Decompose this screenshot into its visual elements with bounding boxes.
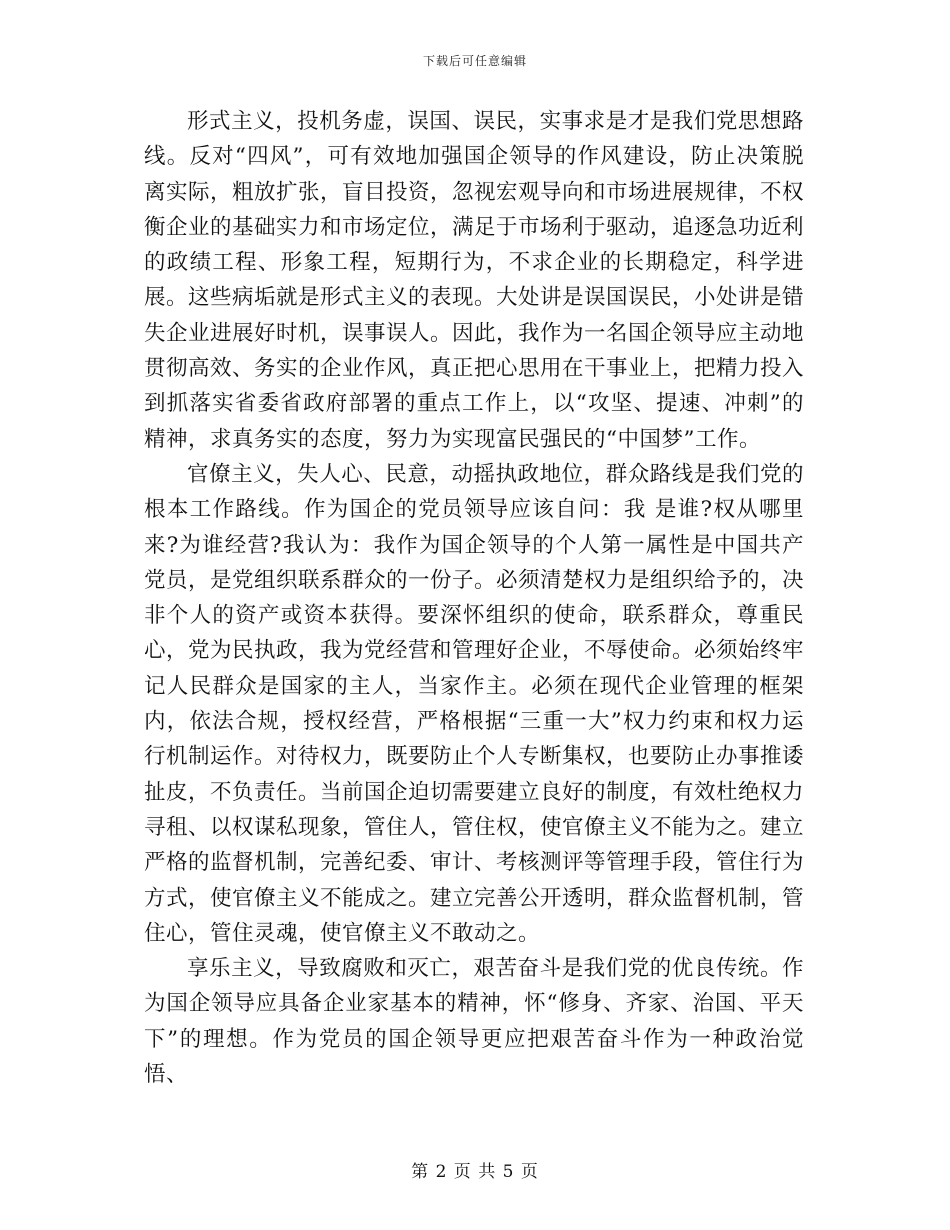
document-body (144, 104, 804, 1092)
paragraph-formalism: 形式主义，投机务虚，误国、误民，实事求是才是我们党思想路线。反对“四风”，可有效地加强国企领导的作风建设，防止决策脱离实际，粗放扩张，盲目投资，忽视宏观导向和市场进展规律，不权衡企业的基础实力和市场定位，满足于市场利于驱动，追逐急功近利的政绩工程、形象工程，短期行为，不求企业的长期稳定，科学进展。这些病垢就是形式主义的表现。大处讲是误国误民，小处讲是错失企业进展好时机，误事误人。因此，我作为一名国企领导应主动地贯彻高效、务实的企业作风，真正把心思用在干事业上，把精力投入到抓落实省委省政府部署的重点工作上，以“攻坚、提速、冲刺”的精神，求真务实的态度，努力为实现富民强民的“中国梦”工作。 (144, 109, 805, 452)
paragraph-hedonism: 享乐主义，导致腐败和灭亡，艰苦奋斗是我们党的优良传统。作为国企领导应具备企业家基本的精神，怀“修身、齐家、治国、平天下”的理想。作为党员的国企领导更应把艰苦奋斗作为一种政治觉悟、 (144, 956, 804, 1088)
page-header-note: 下载后可任意编辑 (422, 54, 527, 68)
page-number: 第 2 页 共 5 页 (411, 1162, 539, 1182)
paragraph-bureaucracy: 官僚主义，失人心、民意，动摇执政地位，群众路线是我们党的根本工作路线。作为国企的党员领导应该自问：我 是谁?权从哪里来?为谁经营?我认为：我作为国企领导的个人第一属性是中国共产党员，是党组织联系群众的一份子。必须清楚权力是组织给予的，决非个人的资产或资本获得。要深怀组织的使命，联系群众，尊重民心，党为民执政，我为党经营和管理好企业，不辱使命。必须始终牢记人民群众是国家的主人，当家作主。必须在现代企业管理的框架内，依法合规，授权经营，严格根据“三重一大”权力约束和权力运行机制运作。对待权力，既要防止个人专断集权，也要防止办事推诿扯皮，不负责任。当前国企迫切需要建立良好的制度，有效杜绝权力寻租、以权谋私现象，管住人，管住权，使官僚主义不能为之。建立严格的监督机制，完善纪委、审计、考核测评等管理手段，管住行为方式，使官僚主义不能成之。建立完善公开透明，群众监督机制，管住心，管住灵魂，使官僚主义不敢动之。 (144, 461, 805, 946)
